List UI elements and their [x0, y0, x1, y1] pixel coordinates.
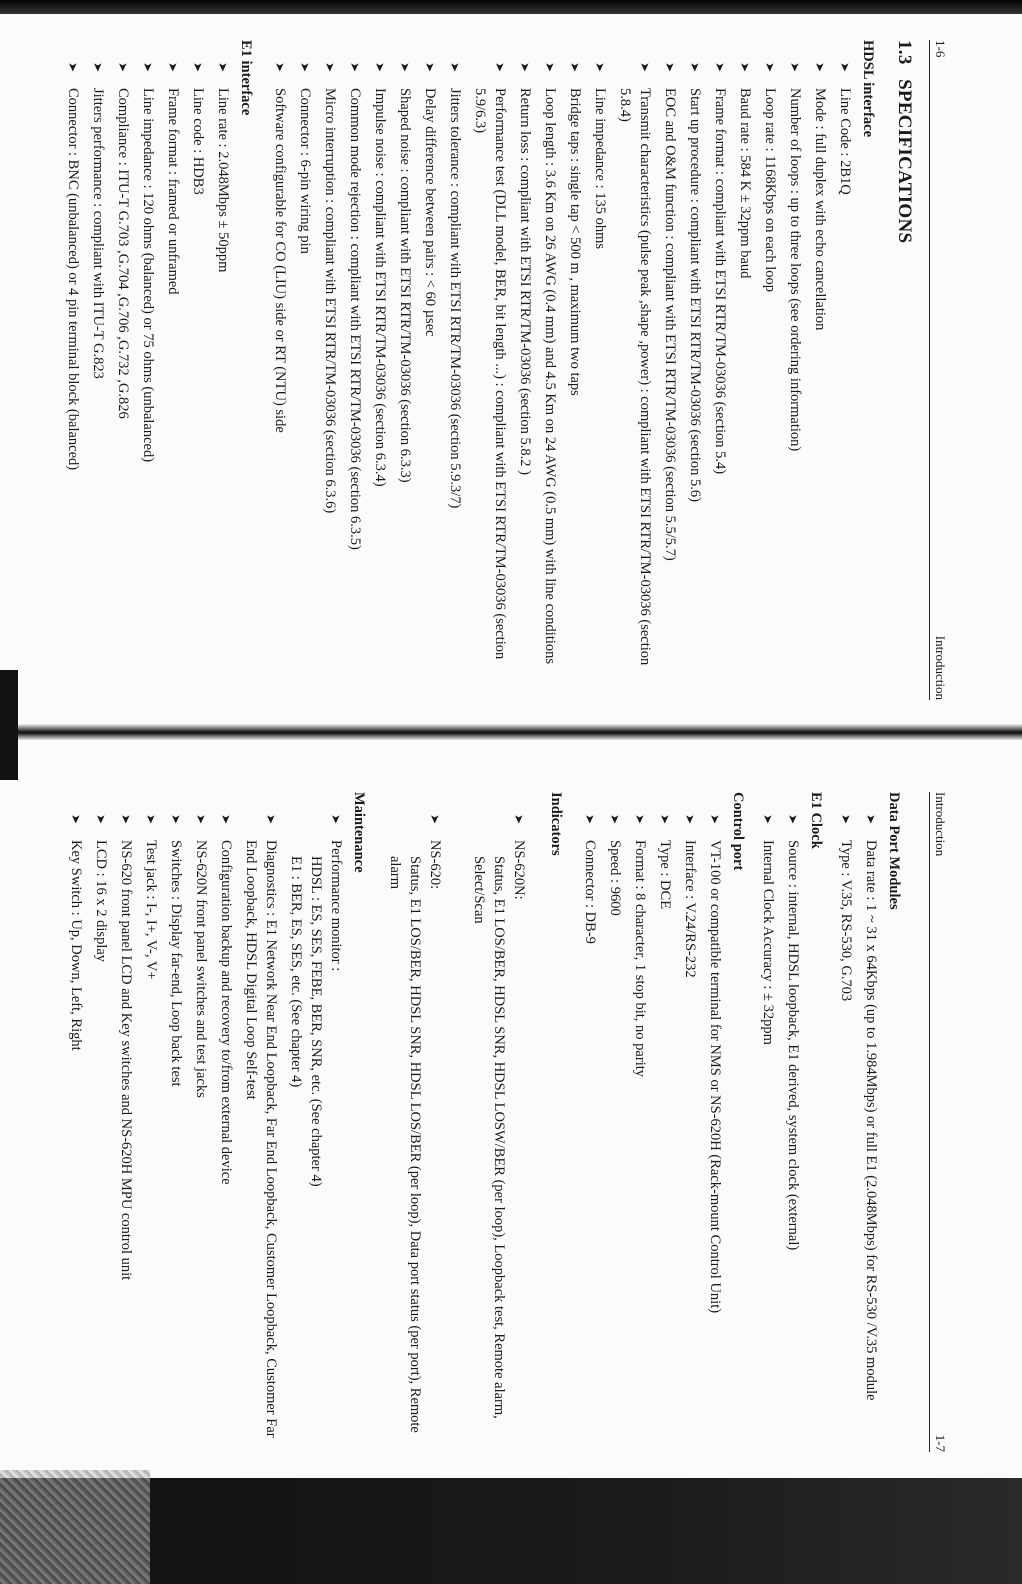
list-item: [216, 792, 236, 1448]
list-item-text: Connector : 6-pin wiring pin: [297, 88, 313, 254]
list-item: [270, 40, 290, 696]
list-item-text: NS-620 front panel LCD and Key switches and NS-620H MPU control unit: [118, 840, 134, 1281]
list-item: [166, 792, 186, 1448]
indicators-list: [385, 792, 529, 1448]
arrow-bullet-icon: ➤: [813, 62, 827, 73]
page-header: [929, 40, 952, 700]
page-1-7-container: [40, 752, 980, 1472]
arrow-bullet-icon: ➤: [638, 62, 652, 73]
list-item: [705, 792, 725, 1448]
list-item-text: Loop length : 3.6 Km on 26 AWG (0.4 mm) and 4.5 Km on 24 AWG (0.5 mm) with line conditions: [542, 88, 558, 665]
list-item-text: Key Switch : Up, Down, Left, Right: [68, 840, 84, 1051]
list-item: [655, 792, 675, 1448]
list-item-text: Compliance : ITU-T G.703 ,G.704 ,G.706 ,G.732 ,G.826: [115, 88, 131, 419]
maintenance-list: [66, 792, 346, 1448]
list-item-text: Transmit characteristics (pulse peak ,shape ,power) : compliant with ETSI RTR/TM-03036 (section 5.8.4): [617, 88, 653, 666]
list-item-text: Connector : BNC (unbalanced) or 4 pin terminal block (balanced): [65, 88, 81, 471]
group-heading-hdsl: HDSL interface: [860, 40, 876, 138]
list-item: [320, 40, 340, 696]
list-item: [630, 792, 650, 1448]
arrow-bullet-icon: ➤: [512, 814, 526, 825]
list-item: [660, 40, 680, 696]
arrow-bullet-icon: ➤: [216, 62, 230, 73]
list-item-text: Performance test (DLL model, BER, bit length ...) : compliant with ETSI RTR/TM-03036 (section 5.9/6.3): [472, 88, 508, 660]
arrow-bullet-icon: ➤: [839, 814, 853, 825]
list-item-text: Data rate : 1 ~ 31 x 64Kbps (up to 1.984Mbps) or full E1 (2.048Mbps) for RS-530 /V.35 module: [863, 840, 879, 1401]
arrow-bullet-icon: ➤: [761, 814, 775, 825]
arrow-bullet-icon: ➤: [663, 62, 677, 73]
list-item: [735, 40, 755, 696]
list-item-text: Impulse noise : compliant with ETSI RTR/TM-03036 (section 6.3.4): [372, 88, 388, 487]
arrow-bullet-icon: ➤: [864, 814, 878, 825]
control-port-list: [580, 792, 725, 1448]
list-item: [191, 792, 211, 1448]
list-item-text: Connector : DB-9: [582, 840, 598, 944]
header-title: Introduction: [933, 792, 948, 857]
page-content: [58, 40, 914, 696]
ns620-text: Status, E1 LOS/BER, HDSL SNR, HDSL LOS/BER (per loop), Data port status (per port), Remote alarm: [387, 856, 423, 1433]
e1-clock-list: [758, 792, 803, 1448]
page-content: [61, 792, 914, 1448]
arrow-bullet-icon: ➤: [608, 814, 622, 825]
gutter-shadow: [0, 670, 18, 780]
list-item: [213, 40, 233, 696]
e1-list: [63, 40, 233, 696]
list-item: [470, 40, 510, 696]
arrow-bullet-icon: ➤: [713, 62, 727, 73]
section-title: [894, 40, 914, 696]
list-item: [138, 40, 158, 696]
list-item-text: Jitters tolerance : compliant with ETSI RTR/TM-03036 (section 5.9.3/7): [447, 88, 463, 509]
list-item-text: Test jack : I-, I+, V-, V+: [143, 840, 159, 980]
list-item: [163, 40, 183, 696]
arrow-bullet-icon: ➤: [763, 62, 777, 73]
list-item: [63, 40, 83, 696]
arrow-bullet-icon: ➤: [658, 814, 672, 825]
list-item: [758, 792, 778, 1448]
list-item: [295, 40, 315, 696]
arrow-bullet-icon: ➤: [583, 814, 597, 825]
performance-e1: E1 : BER, ES, SES, etc. (See chapter 4): [288, 856, 304, 1088]
list-item-text: Frame format : framed or unframed: [165, 88, 181, 295]
arrow-bullet-icon: ➤: [66, 62, 80, 73]
arrow-bullet-icon: ➤: [323, 62, 337, 73]
section-title-text: SPECIFICATIONS: [894, 79, 915, 244]
arrow-bullet-icon: ➤: [219, 814, 233, 825]
arrow-bullet-icon: ➤: [119, 814, 133, 825]
list-item-text: Start up procedure : compliant with ETSI RTR/TM-03036 (section 5.6): [687, 88, 703, 502]
list-item-text: Mode : full duplex with echo cancellation: [812, 88, 828, 331]
ns620-label: NS-620:: [427, 840, 443, 890]
list-item-text: EOC and O&M function : compliant with ETSI RTR/TM-03036 (section 5.5/5.7): [662, 88, 678, 561]
section-number: 1.3: [894, 40, 915, 65]
list-item: [88, 40, 108, 696]
arrow-bullet-icon: ➤: [708, 814, 722, 825]
arrow-bullet-icon: ➤: [329, 814, 343, 825]
list-item-text: Number of loops : up to three loops (see ordering information): [787, 88, 803, 452]
header-title: Introduction: [933, 635, 948, 700]
arrow-bullet-icon: ➤: [69, 814, 83, 825]
list-item: [116, 792, 136, 1448]
list-item-text: Line impedance : 135 ohms: [592, 88, 608, 250]
performance-monitor-label: Performance monitor :: [328, 840, 344, 972]
list-item: [91, 792, 111, 1448]
list-item: [680, 792, 700, 1448]
list-item-text: Baud rate : 584 K ± 32ppm baud: [737, 88, 753, 279]
list-item-text: Delay difference between pairs : < 60 µsec: [422, 88, 438, 337]
data-port-list: [836, 792, 881, 1448]
list-item: [836, 792, 856, 1448]
arrow-bullet-icon: ➤: [838, 62, 852, 73]
page-number: 1-6: [933, 40, 948, 58]
arrow-bullet-icon: ➤: [94, 814, 108, 825]
list-item: [785, 40, 805, 696]
list-item-text: Line impedance : 120 ohms (balanced) or 75 ohms (unbalanced): [140, 88, 156, 463]
arrow-bullet-icon: ➤: [116, 62, 130, 73]
arrow-bullet-icon: ➤: [91, 62, 105, 73]
list-item-text: Line Code : 2B1Q: [837, 88, 853, 195]
arrow-bullet-icon: ➤: [428, 814, 442, 825]
list-item-text: Software configurable for CO (LIU) side or RT (NTU) side: [272, 88, 288, 433]
arrow-bullet-icon: ➤: [273, 62, 287, 73]
arrow-bullet-icon: ➤: [398, 62, 412, 73]
performance-hdsl: HDSL : ES, SES, FEBE, BER, SNR, etc. (See chapter 4): [308, 856, 324, 1187]
list-item: [615, 40, 655, 696]
list-item-text: Common mode rejection : compliant with ETSI RTR/TM-03036 (section 6.3.5): [347, 88, 363, 550]
list-item: [113, 40, 133, 696]
arrow-bullet-icon: ➤: [786, 814, 800, 825]
arrow-bullet-icon: ➤: [543, 62, 557, 73]
arrow-bullet-icon: ➤: [683, 814, 697, 825]
group-heading-e1: E1 interface: [238, 40, 254, 116]
list-item: [685, 40, 705, 696]
group-heading-data-port: Data Port Modules: [886, 792, 902, 910]
list-item: [188, 40, 208, 696]
list-item: [783, 792, 803, 1448]
list-item: [385, 792, 445, 1448]
list-item-text: Type : DCE: [657, 840, 673, 910]
list-item: [810, 40, 830, 696]
list-item: [66, 792, 86, 1448]
list-item-text: Internal Clock Accuracy : ± 32ppm: [760, 840, 776, 1045]
book-gutter: [0, 724, 1022, 740]
list-item-text: Shaped noise : compliant with ETSI RTR/TM-03036 (section 6.3.3): [397, 88, 413, 483]
list-item: [445, 40, 465, 696]
list-item-text: Return loss : compliant with ETSI RTR/TM-03036 (section 5.8.2 ): [517, 88, 533, 475]
list-item: [565, 40, 585, 696]
arrow-bullet-icon: ➤: [298, 62, 312, 73]
list-item: [590, 40, 610, 696]
list-item-text: Bridge taps : single tap < 500 m , maximum two taps: [567, 88, 583, 396]
group-heading-maintenance: Maintenance: [351, 792, 367, 873]
list-item: [835, 40, 855, 696]
list-item-text: Source : internal, HDSL loopback, E1 derived, system clock (external): [785, 840, 801, 1251]
list-item: [540, 40, 560, 696]
group-heading-indicators: Indicators: [548, 792, 564, 856]
page-1-6-container: [40, 0, 980, 720]
arrow-bullet-icon: ➤: [493, 62, 507, 73]
list-item-text: Jitters performance : compliant with ITU-T G.823: [90, 88, 106, 379]
list-item-text: Format : 8 character, 1 stop bit, no parity: [632, 840, 648, 1077]
list-item-text: Micro interruption : compliant with ETSI RTR/TM-03036 (section 6.3.6): [322, 88, 338, 514]
arrow-bullet-icon: ➤: [166, 62, 180, 73]
scan-noise: [0, 1470, 150, 1584]
list-item: [515, 40, 535, 696]
arrow-bullet-icon: ➤: [144, 814, 158, 825]
arrow-bullet-icon: ➤: [141, 62, 155, 73]
page-1-7: [40, 752, 980, 1472]
list-item-text: Line rate : 2.048Mbps ± 50ppm: [215, 88, 231, 273]
list-item-text: VT-100 or compatible terminal for NMS or NS-620H (Rack-mount Control Unit): [707, 840, 723, 1314]
arrow-bullet-icon: ➤: [373, 62, 387, 73]
arrow-bullet-icon: ➤: [593, 62, 607, 73]
page-1-6: [40, 0, 980, 720]
page-number: 1-7: [933, 1434, 948, 1452]
arrow-bullet-icon: ➤: [348, 62, 362, 73]
list-item: [286, 792, 346, 1448]
list-item: [141, 792, 161, 1448]
list-item-text: Switches : Display far-end, Loop back test: [168, 840, 184, 1087]
arrow-bullet-icon: ➤: [448, 62, 462, 73]
page-header: [929, 792, 952, 1452]
list-item: [241, 792, 281, 1448]
list-item: [420, 40, 440, 696]
arrow-bullet-icon: ➤: [738, 62, 752, 73]
list-item-text: Configuration backup and recovery to/from external device: [218, 840, 234, 1185]
group-heading-control-port: Control port: [730, 792, 746, 871]
arrow-bullet-icon: ➤: [788, 62, 802, 73]
arrow-bullet-icon: ➤: [264, 814, 278, 825]
arrow-bullet-icon: ➤: [518, 62, 532, 73]
ns620n-text: Status, E1 LOS/BER, HDSL SNR, HDSL LOSW/BER (per loop), Loopback test, Remote alarm, Select/Scan: [471, 856, 507, 1419]
list-item: [469, 792, 529, 1448]
hdsl-list: [270, 40, 855, 696]
list-item: [370, 40, 390, 696]
list-item: [710, 40, 730, 696]
list-item: [760, 40, 780, 696]
arrow-bullet-icon: ➤: [568, 62, 582, 73]
list-item-text: LCD : 16 x 2 display: [93, 840, 109, 963]
scan-bottom-edge: [0, 1478, 1022, 1584]
list-item: [345, 40, 365, 696]
list-item: [605, 792, 625, 1448]
list-item-text: Loop rate : 1168Kbps on each loop: [762, 88, 778, 293]
arrow-bullet-icon: ➤: [194, 814, 208, 825]
arrow-bullet-icon: ➤: [633, 814, 647, 825]
list-item-text: Speed : 9600: [607, 840, 623, 916]
arrow-bullet-icon: ➤: [191, 62, 205, 73]
arrow-bullet-icon: ➤: [423, 62, 437, 73]
list-item-text: Type : V.35, RS-530, G.703: [838, 840, 854, 1002]
ns620n-label: NS-620N:: [511, 840, 527, 900]
list-item-text: Diagnostics : E1 Network Near End Loopback, Far End Loopback, Customer Loopback, Customer Far End Loopback, HDSL Digital Loop Self-test: [243, 840, 279, 1438]
list-item: [580, 792, 600, 1448]
arrow-bullet-icon: ➤: [169, 814, 183, 825]
list-item-text: Interface : V.24/RS-232: [682, 840, 698, 978]
list-item: [395, 40, 415, 696]
arrow-bullet-icon: ➤: [688, 62, 702, 73]
list-item: [861, 792, 881, 1448]
list-item-text: Frame format : compliant with ETSI RTR/TM-03036 (section 5.4): [712, 88, 728, 475]
list-item-text: NS-620N front panel switches and test jacks: [193, 840, 209, 1098]
group-heading-e1-clock: E1 Clock: [808, 792, 824, 849]
list-item-text: Line code : HDB3: [190, 88, 206, 195]
